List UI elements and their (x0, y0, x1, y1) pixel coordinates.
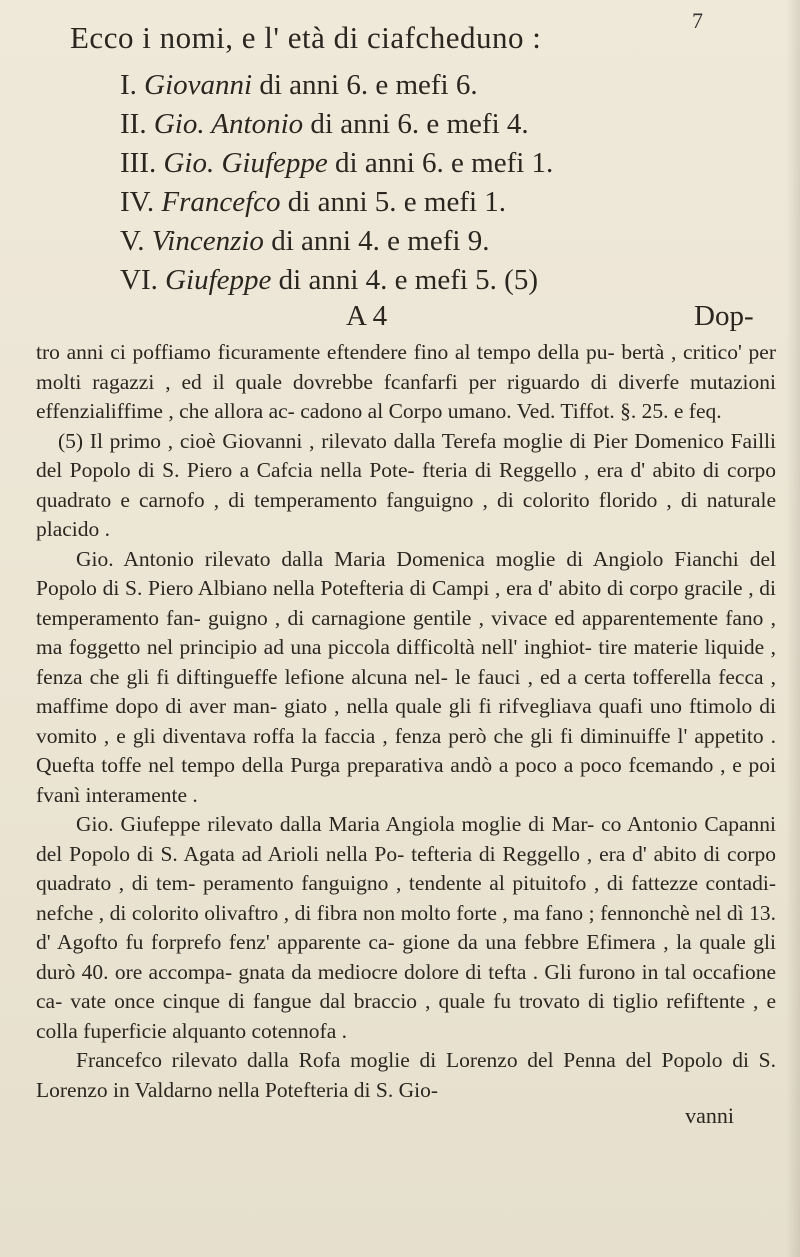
list-item (120, 222, 776, 261)
item-number: III. (120, 147, 157, 179)
children-list (120, 66, 776, 300)
item-age: di anni 5. e mefi 1. (280, 186, 507, 218)
item-age: di anni 6. e mefi 4. (303, 108, 529, 140)
footnote-paragraph: Gio. Giufeppe rilevato dalla Maria Angiola moglie di Mar- co Antonio Capanni del Popolo di S. Agata ad Arioli nella Po- tefteria di Reggello , era d' abito di corpo quadrato , di tem- peramento fanguigno , tendente al pituitofo , di fattezze contadi- nefche , di colorito olivaftro , di fibra non molto forte , ma fano ; fennonchè nel dì 13. d' Agofto fu forprefo fenz' apparente ca- gione da una febbre Efimera , la quale gli durò 40. ore accompa- gnata da mediocre dolore di tefta . Gli furono in tal occafione ca- vate once cinque di fangue dal braccio , quale fu trovato di tiglio refiftente , e colla fuperficie alquanto cotennofa . (36, 812, 776, 1043)
item-number: I. (120, 69, 137, 101)
list-item (120, 144, 776, 183)
list-item (120, 261, 776, 300)
footnote-paragraph: (5) Il primo , cioè Giovanni , rilevato dalla Terefa moglie di Pier Domenico Failli del Popolo di S. Piero a Cafcia nella Pote- fteria di Reggello , era d' abito di corpo quadrato e carnofo , di temperamento fanguigno , di colorito florido , di naturale placido . (36, 428, 776, 541)
list-item (120, 66, 776, 105)
item-name: Gio. Antonio (153, 108, 304, 140)
item-number: IV. (120, 186, 155, 218)
item-name: Vincenzio (151, 225, 264, 257)
list-item (120, 183, 776, 222)
signature-mark: A 4 (346, 300, 388, 332)
item-age: di anni 6. e mefi 1. (327, 147, 554, 179)
page-number: 7 (692, 8, 703, 33)
item-age: di anni 4. e mefi 5. (5) (271, 264, 538, 296)
item-name: Giufeppe (165, 264, 272, 296)
item-name: Giovanni (144, 69, 253, 101)
footnote-paragraph: Francefco rilevato dalla Rofa moglie di Lorenzo del Penna del Popolo di S. Lorenzo in Valdarno nella Potefteria di S. Gio- (36, 1048, 776, 1102)
item-name: Gio. Giufeppe (163, 147, 328, 179)
footnote-paragraph: tro anni ci poffiamo ficuramente eftendere fino al tempo della pu- bertà , critico' per molti ragazzi , ed il quale dovrebbe fcanfarfi per riguardo di diverfe mutazioni effenzialiffime , che allora ac- cadono al Corpo umano. Ved. Tiffot. §. 25. e feq. (36, 340, 776, 423)
item-name: Francefco (161, 186, 281, 218)
item-number: V. (120, 225, 145, 257)
catchword-bottom: vanni (685, 1103, 734, 1128)
text-block (36, 6, 776, 1129)
section-heading: Ecco i nomi, e l' età di ciafcheduno : (70, 20, 542, 55)
footnote-paragraph: Gio. Antonio rilevato dalla Maria Domenica moglie di Angiolo Fianchi del Popolo di S. Piero Albiano nella Potefteria di Campi , era d' abito di corpo gracile , di temperamento fan- guigno , di carnagione gentile , vivace ed apparentemente fano , ma foggetto nel principio ad una piccola difficoltà nell' inghiot- tire materie liquide , fenza che gli fi diftingueffe lefione alcuna nel- le fauci , ed a certa tofferella fecca , maffime dopo di aver man- giato , nella quale gli fi rifvegliava quafi uno ftimolo di vomito , e gli diventava roffa la faccia , fenza però che gli fi diminuiffe l' appetito . Quefta toffe nel tempo della Purga preparativa andò a poco a poco fcemando , e poi fvanì interamente . (36, 546, 776, 807)
item-age: di anni 6. e mefi 6. (252, 69, 478, 101)
item-number: VI. (120, 264, 158, 296)
catchword-top: Dop- (694, 300, 754, 332)
list-item (120, 105, 776, 144)
page-fold-shadow (786, 0, 800, 1257)
item-number: II. (120, 108, 147, 140)
signature-line (36, 300, 776, 338)
item-age: di anni 4. e mefi 9. (263, 225, 490, 257)
